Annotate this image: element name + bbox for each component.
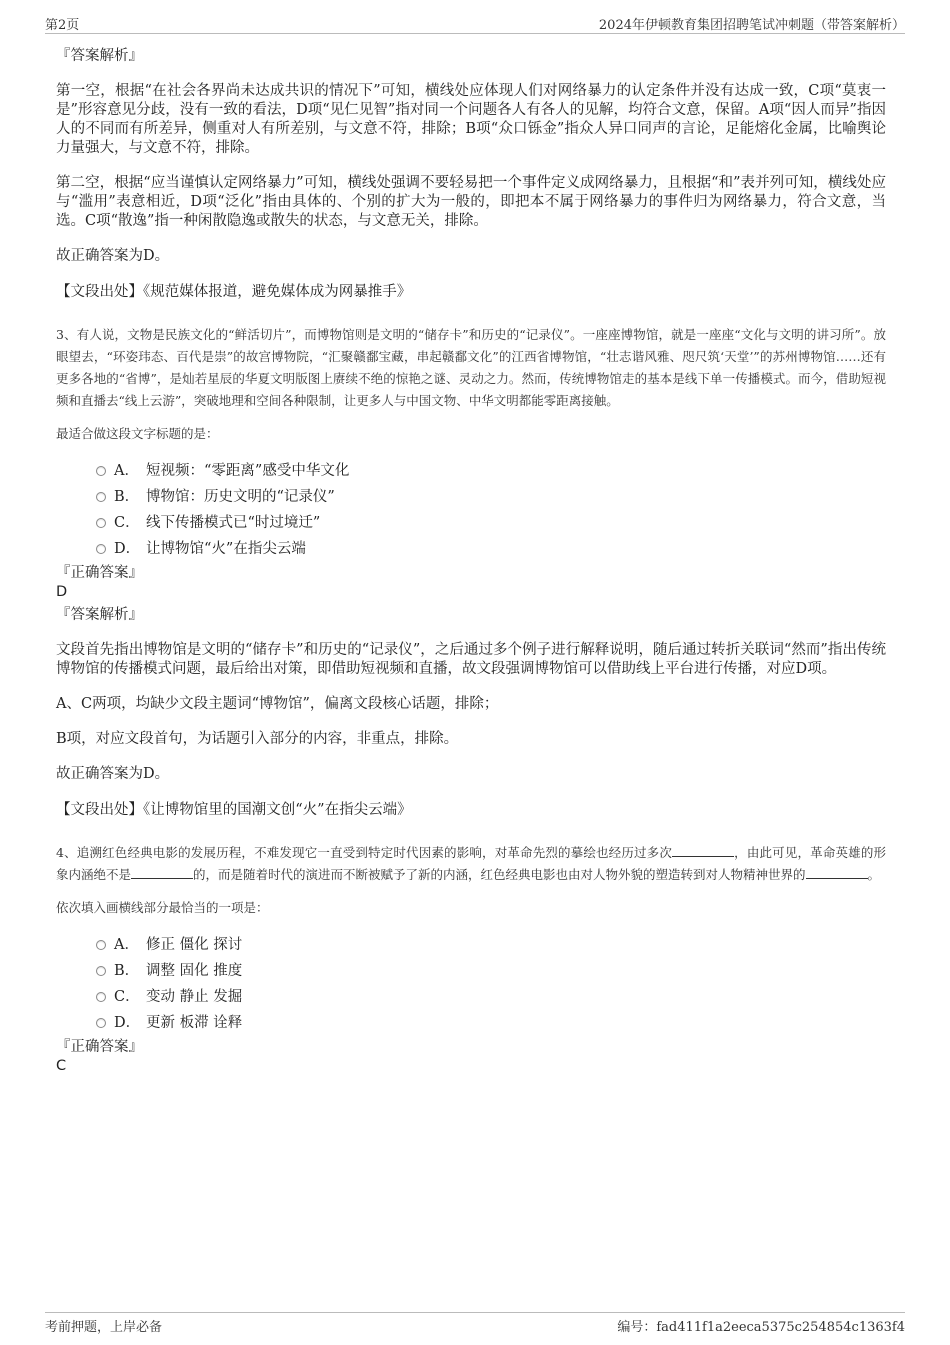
correct-answer-value: D [56, 584, 68, 600]
question-4-prompt: 依次填入画横线部分最恰当的一项是： [56, 900, 269, 915]
correct-answer-label: 『正确答案』 [56, 565, 143, 581]
correct-answer-value: C [56, 1058, 67, 1074]
option-b[interactable]: B． 博物馆：历史文明的“记录仪” [96, 482, 886, 508]
document-body [56, 46, 886, 1076]
question-3-prompt: 最适合做这段文字标题的是： [56, 426, 219, 441]
page-footer [45, 1312, 905, 1334]
analysis-paragraph: 第一空，根据“在社会各界尚未达成共识的情况下”可知，横线处应体现人们对网络暴力的认定条件并没有达成一致，C项“莫衷一是”形容意见分歧，没有一致的看法，D项“见仁见智”指对同一个问题各人有各人的见解，均符合文意，保留。A项“因人而异”指因人的不同而有所差异，侧重对人有所差别，与文意不符，排除；B项“众口铄金”指众人异口同声的言论，足能熔化金属，比喻舆论力量强大，与文意不符，排除。 [56, 83, 886, 156]
document-title: 2024年伊顿教育集团招聘笔试冲刺题（带答案解析） [598, 18, 905, 33]
analysis-paragraph: 第二空，根据“应当谨慎认定网络暴力”可知，横线处强调不要轻易把一个事件定义成网络暴力，且根据“和”表并列可知，横线处应与“滥用”表意相近，D项“泛化”指由具体的、个别的扩大为一般的，即把本不属于网络暴力的事件归为网络暴力，符合文意，当选。C项“散逸”指一种闲散隐逸或散失的状态，与文意无关，排除。 [56, 175, 886, 229]
radio-button[interactable] [96, 992, 106, 1002]
radio-button[interactable] [96, 518, 106, 528]
source-citation: 【文段出处】《让博物馆里的国潮文创“火”在指尖云端》 [56, 802, 412, 818]
source-citation: 【文段出处】《规范媒体报道，避免媒体成为网暴推手》 [56, 284, 412, 300]
analysis-label: 『答案解析』 [56, 48, 143, 64]
question-3-text: 3、有人说，文物是民族文化的“鲜活切片”，而博物馆则是文明的“储存卡”和历史的“记录仪”。一座座博物馆，就是一座座“文化与文明的讲习所”。放眼望去，“环姿玮态、百代是崇”的故宫博物院，“汇聚赣鄱宝藏，串起赣鄱文化”的江西省博物馆，“壮志谐风雅、咫尺筑‘天堂’”的苏州博物馆……还有更多各地的“省博”，是灿若星辰的华夏文明版图上赓续不绝的惊艳之谜、灵动之力。然而，传统博物馆走的基本是线下单一传播模式。而今，借助短视频和直播去“线上云游”，突破地理和空间各种限制，让更多人与中国文物、中华文明都能零距离接触。 [56, 327, 886, 408]
fill-blank [806, 867, 868, 879]
analysis-paragraph: 文段首先指出博物馆是文明的“储存卡”和历史的“记录仪”，之后通过多个例子进行解释说明，随后通过转折关联词“然而”指出传统博物馆的传播模式问题，最后给出对策，即借助短视频和直播，故文段强调博物馆可以借助线上平台进行传播，对应D项。 [56, 642, 886, 677]
analysis-label: 『答案解析』 [56, 607, 143, 623]
option-a[interactable]: A． 短视频：“零距离”感受中华文化 [96, 456, 886, 482]
option-a[interactable]: A． 修正 僵化 探讨 [96, 930, 886, 956]
analysis-paragraph: A、C两项，均缺少文段主题词“博物馆”，偏离文段核心话题，排除； [56, 696, 499, 712]
option-c[interactable]: C． 线下传播模式已“时过境迁” [96, 508, 886, 534]
question-4-options [56, 930, 886, 1034]
question-4-text: 4、追溯红色经典电影的发展历程，不难发现它一直受到特定时代因素的影响，对革命先烈的摹绘也经历过多次 ，由此可见，革命英雄的形象内涵绝不是 的，而是随着时代的演进而不断被赋予了新的内涵，红色经典电影也由对人物外貌的塑造转到对人物精神世界的 。 [56, 845, 886, 882]
analysis-paragraph: B项，对应文段首句，为话题引入部分的内容，非重点，排除。 [56, 731, 459, 747]
fill-blank [131, 867, 193, 879]
option-c[interactable]: C． 变动 静止 发掘 [96, 982, 886, 1008]
page-header [45, 14, 905, 34]
correct-answer-label: 『正确答案』 [56, 1039, 143, 1055]
question-3-options [56, 456, 886, 560]
radio-button[interactable] [96, 544, 106, 554]
radio-button[interactable] [96, 492, 106, 502]
fill-blank [672, 845, 734, 857]
option-b[interactable]: B． 调整 固化 推度 [96, 956, 886, 982]
radio-button[interactable] [96, 1018, 106, 1028]
option-d[interactable]: D． 让博物馆“火”在指尖云端 [96, 534, 886, 560]
footer-slogan: 考前押题，上岸必备 [45, 1320, 163, 1335]
answer-conclusion: 故正确答案为D。 [56, 766, 170, 782]
option-d[interactable]: D． 更新 板滞 诠释 [96, 1008, 886, 1034]
radio-button[interactable] [96, 466, 106, 476]
answer-conclusion: 故正确答案为D。 [56, 248, 170, 264]
page-number: 第2页 [45, 18, 80, 33]
radio-button[interactable] [96, 940, 106, 950]
radio-button[interactable] [96, 966, 106, 976]
document-id: 编号：fad411f1a2eeca5375c254854c1363f4 [617, 1320, 905, 1335]
